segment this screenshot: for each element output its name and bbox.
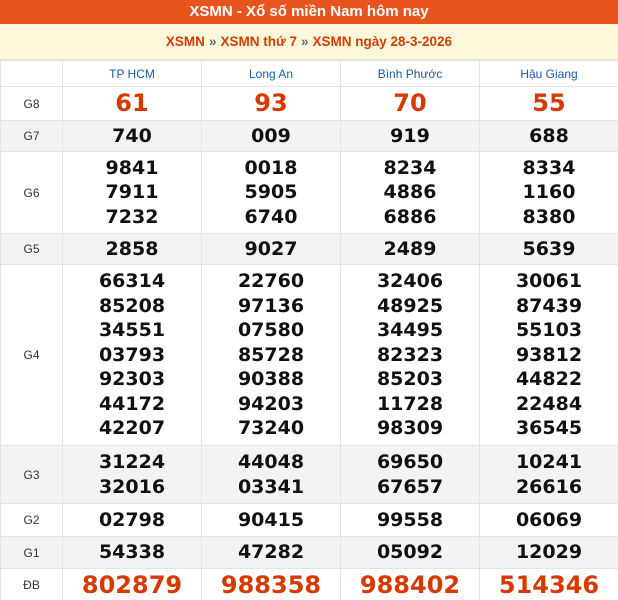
prize-number: 1160 bbox=[522, 181, 576, 204]
prize-number: 67657 bbox=[376, 475, 444, 498]
prize-number: 988358 bbox=[220, 570, 322, 599]
prize-number: 2489 bbox=[383, 237, 437, 260]
prize-row bbox=[1, 121, 618, 152]
prize-cell bbox=[202, 537, 341, 569]
prize-number: 22484 bbox=[515, 392, 583, 415]
prize-number: 6886 bbox=[383, 205, 437, 228]
prize-number: 98309 bbox=[376, 417, 444, 440]
prize-number: 740 bbox=[112, 124, 152, 147]
breadcrumb bbox=[0, 24, 618, 60]
prize-cell bbox=[341, 265, 480, 446]
prize-number: 32406 bbox=[376, 270, 444, 293]
prize-cell bbox=[202, 265, 341, 446]
prize-cell bbox=[341, 569, 480, 600]
prize-number: 30061 bbox=[515, 270, 583, 293]
prize-cell bbox=[202, 504, 341, 537]
prize-number: 54338 bbox=[98, 541, 166, 564]
prize-number: 5905 bbox=[244, 181, 298, 204]
prize-number: 06069 bbox=[515, 508, 583, 531]
prize-cell bbox=[63, 569, 202, 600]
prize-number: 03793 bbox=[98, 343, 166, 366]
prize-number: 31224 bbox=[98, 451, 166, 473]
prize-cell bbox=[480, 152, 618, 234]
breadcrumb-link-xsmn-date[interactable]: XSMN ngày 28-3-2026 bbox=[312, 34, 453, 49]
prize-number: 87439 bbox=[515, 294, 583, 317]
prize-number: 10241 bbox=[515, 451, 583, 473]
prize-cell bbox=[341, 234, 480, 265]
breadcrumb-separator: » bbox=[300, 34, 309, 49]
province-header-hau-giang[interactable]: Hậu Giang bbox=[480, 61, 618, 87]
prize-row bbox=[1, 537, 618, 569]
prize-label: G6 bbox=[1, 152, 63, 234]
prize-cell bbox=[480, 234, 618, 265]
prize-number: 7911 bbox=[105, 181, 159, 204]
prize-number: 55 bbox=[532, 89, 566, 118]
prize-cell bbox=[341, 537, 480, 569]
prize-number: 97136 bbox=[237, 294, 305, 317]
prize-rows bbox=[1, 87, 618, 600]
prize-cell bbox=[341, 504, 480, 537]
prize-cell bbox=[63, 265, 202, 446]
prize-cell bbox=[202, 87, 341, 121]
prize-number: 988402 bbox=[359, 570, 461, 599]
prize-number: 92303 bbox=[98, 368, 166, 391]
prize-cell bbox=[480, 537, 618, 569]
prize-number: 44048 bbox=[237, 451, 305, 473]
prize-number: 34551 bbox=[98, 319, 166, 342]
prize-cell bbox=[63, 537, 202, 569]
prize-label: G7 bbox=[1, 121, 63, 152]
prize-number: 0018 bbox=[244, 156, 298, 179]
prize-cell bbox=[480, 569, 618, 600]
prize-cell bbox=[341, 152, 480, 234]
prize-number: 94203 bbox=[237, 392, 305, 415]
prize-number: 514346 bbox=[498, 570, 600, 599]
prize-number: 85208 bbox=[98, 294, 166, 317]
prize-cell bbox=[480, 87, 618, 121]
prize-number: 82323 bbox=[376, 343, 444, 366]
prize-row bbox=[1, 446, 618, 504]
prize-number: 9841 bbox=[105, 156, 159, 179]
prize-number: 802879 bbox=[81, 570, 183, 599]
prize-number: 12029 bbox=[515, 541, 583, 564]
prize-cell bbox=[63, 152, 202, 234]
breadcrumb-link-xsmn-thu-7[interactable]: XSMN thứ 7 bbox=[220, 34, 297, 49]
prize-number: 85203 bbox=[376, 368, 444, 391]
prize-number: 44172 bbox=[98, 392, 166, 415]
prize-number: 42207 bbox=[98, 417, 166, 440]
results-table bbox=[0, 60, 618, 600]
prize-number: 22760 bbox=[237, 270, 305, 293]
prize-number: 02798 bbox=[98, 508, 166, 531]
prize-cell bbox=[341, 446, 480, 504]
province-header-binh-phuoc[interactable]: Bình Phước bbox=[341, 61, 480, 87]
prize-number: 73240 bbox=[237, 417, 305, 440]
prize-number: 2858 bbox=[105, 237, 159, 260]
prize-number: 85728 bbox=[237, 343, 305, 366]
prize-label: G1 bbox=[1, 537, 63, 569]
prize-label: G5 bbox=[1, 234, 63, 265]
prize-row bbox=[1, 504, 618, 537]
prize-number: 8234 bbox=[383, 156, 437, 179]
prize-number: 6740 bbox=[244, 205, 298, 228]
prize-number: 5639 bbox=[522, 237, 576, 260]
prize-cell bbox=[63, 504, 202, 537]
prize-label: G4 bbox=[1, 265, 63, 446]
province-header-row bbox=[1, 61, 618, 87]
breadcrumb-separator: » bbox=[208, 34, 217, 49]
prize-cell bbox=[63, 121, 202, 152]
prize-number: 66314 bbox=[98, 270, 166, 293]
prize-number: 11728 bbox=[376, 392, 444, 415]
prize-cell bbox=[63, 446, 202, 504]
prize-number: 05092 bbox=[376, 541, 444, 564]
prize-number: 688 bbox=[529, 124, 569, 147]
prize-cell bbox=[480, 265, 618, 446]
prize-cell bbox=[341, 87, 480, 121]
prize-cell bbox=[202, 446, 341, 504]
prize-cell bbox=[63, 87, 202, 121]
page-header bbox=[0, 0, 618, 24]
prize-number: 36545 bbox=[515, 417, 583, 440]
prize-cell bbox=[202, 569, 341, 600]
prize-cell bbox=[480, 504, 618, 537]
prize-row bbox=[1, 152, 618, 234]
prize-number: 4886 bbox=[383, 181, 437, 204]
prize-number: 9027 bbox=[244, 237, 298, 260]
prize-cell bbox=[341, 121, 480, 152]
prize-row bbox=[1, 87, 618, 121]
prize-label: ĐB bbox=[1, 569, 63, 600]
prize-label: G8 bbox=[1, 87, 63, 121]
prize-label: G2 bbox=[1, 504, 63, 537]
prize-number: 26616 bbox=[515, 475, 583, 498]
prize-number: 69650 bbox=[376, 451, 444, 473]
prize-number: 44822 bbox=[515, 368, 583, 391]
prize-number: 93812 bbox=[515, 343, 583, 366]
prize-number: 61 bbox=[115, 89, 149, 118]
prize-number: 03341 bbox=[237, 475, 305, 498]
prize-number: 70 bbox=[393, 89, 427, 118]
prize-number: 919 bbox=[390, 124, 430, 147]
prize-row bbox=[1, 569, 618, 600]
prize-number: 99558 bbox=[376, 508, 444, 531]
header-corner-cell bbox=[1, 61, 63, 87]
prize-number: 47282 bbox=[237, 541, 305, 564]
prize-number: 32016 bbox=[98, 475, 166, 498]
prize-number: 34495 bbox=[376, 319, 444, 342]
prize-cell bbox=[202, 121, 341, 152]
province-header-long-an[interactable]: Long An bbox=[202, 61, 341, 87]
prize-number: 009 bbox=[251, 124, 291, 147]
prize-row bbox=[1, 265, 618, 446]
prize-number: 90415 bbox=[237, 508, 305, 531]
prize-cell bbox=[480, 446, 618, 504]
prize-cell bbox=[202, 234, 341, 265]
prize-number: 07580 bbox=[237, 319, 305, 342]
prize-number: 93 bbox=[254, 89, 288, 118]
prize-number: 7232 bbox=[105, 205, 159, 228]
prize-row bbox=[1, 234, 618, 265]
prize-number: 48925 bbox=[376, 294, 444, 317]
prize-cell bbox=[480, 121, 618, 152]
prize-number: 8334 bbox=[522, 156, 576, 179]
province-header-tp-hcm[interactable]: TP HCM bbox=[63, 61, 202, 87]
breadcrumb-link-xsmn[interactable]: XSMN bbox=[165, 34, 205, 49]
prize-number: 90388 bbox=[237, 368, 305, 391]
page-title: XSMN - Xổ số miền Nam hôm nay bbox=[189, 3, 429, 20]
prize-cell bbox=[202, 152, 341, 234]
prize-number: 8380 bbox=[522, 205, 576, 228]
prize-cell bbox=[63, 234, 202, 265]
prize-label: G3 bbox=[1, 446, 63, 504]
prize-number: 55103 bbox=[515, 319, 583, 342]
